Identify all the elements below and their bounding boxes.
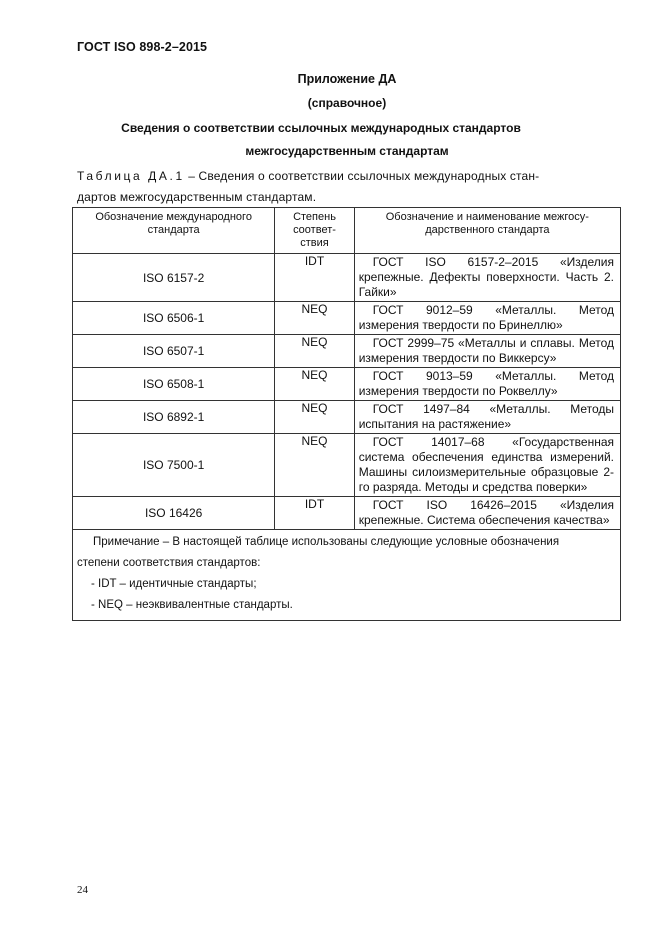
table-caption-text-part1: – Сведения о соответствии ссылочных международных стан-: [184, 169, 540, 183]
cell-international-standard: ISO 16426: [73, 497, 275, 530]
table-note-row: [73, 530, 621, 621]
table-caption: [77, 166, 597, 208]
cell-degree: IDT: [275, 254, 354, 302]
cell-international-standard: ISO 6506-1: [73, 302, 275, 335]
table-row: [73, 254, 621, 302]
cell-international-standard: ISO 6507-1: [73, 335, 275, 368]
cell-degree: NEQ: [275, 368, 354, 401]
doc-header-id: ГОСТ ISO 898-2–2015: [77, 40, 208, 54]
annex-title: Приложение ДА: [297, 72, 397, 86]
table-row: [73, 335, 621, 368]
note-item-neq: - NEQ – неэквивалентные стандарты.: [91, 599, 293, 611]
table-row: [73, 401, 621, 434]
table-row: [73, 302, 621, 335]
cell-degree: IDT: [275, 497, 354, 530]
cell-international-standard: ISO 7500-1: [73, 434, 275, 497]
cell-degree: NEQ: [275, 401, 354, 434]
table-header-row: [73, 208, 621, 254]
cell-interstate-standard: ГОСТ ISO 6157-2–2015 «Изделия крепежные. Дефекты поверхности. Часть 2. Гайки»: [354, 254, 620, 302]
correspondence-table: [72, 207, 621, 621]
table-note: [73, 530, 621, 621]
cell-degree: NEQ: [275, 302, 354, 335]
cell-international-standard: ISO 6892-1: [73, 401, 275, 434]
cell-degree: NEQ: [275, 335, 354, 368]
note-item-idt: - IDT – идентичные стандарты;: [91, 578, 257, 590]
annex-heading-line1: Сведения о соответствии ссылочных международных стандартов: [121, 121, 521, 135]
page-number: 24: [77, 884, 88, 896]
cell-international-standard: ISO 6508-1: [73, 368, 275, 401]
cell-interstate-standard: ГОСТ 9012–59 «Металлы. Метод измерения твердости по Бринеллю»: [354, 302, 620, 335]
annex-reference-type: (справочное): [307, 96, 387, 110]
cell-interstate-standard: ГОСТ 1497–84 «Металлы. Методы испытания на растяжение»: [354, 401, 620, 434]
table-caption-text-part2: дартов межгосударственным стандартам.: [77, 190, 317, 204]
cell-interstate-standard: ГОСТ 2999–75 «Металлы и сплавы. Метод измерения твердости по Виккерсу»: [354, 335, 620, 368]
cell-interstate-standard: ГОСТ 14017–68 «Государственная система обеспечения единства измерений. Машины силоизмерительные образцовые 2-го разряда. Методы и средства поверки»: [354, 434, 620, 497]
table-caption-label: Таблица ДА.1: [77, 169, 185, 183]
cell-international-standard: ISO 6157-2: [73, 254, 275, 302]
header-international-standard: Обозначение международного стандарта: [73, 208, 275, 254]
header-interstate-standard: Обозначение и наименование межгосу- дарственного стандарта: [354, 208, 620, 254]
cell-degree: NEQ: [275, 434, 354, 497]
cell-interstate-standard: ГОСТ 9013–59 «Металлы. Метод измерения твердости по Роквеллу»: [354, 368, 620, 401]
note-line1: Примечание – В настоящей таблице использованы следующие условные обозначения: [93, 536, 560, 548]
note-line2: степени соответствия стандартов:: [77, 557, 261, 569]
table-row: [73, 434, 621, 497]
cell-interstate-standard: ГОСТ ISO 16426–2015 «Изделия крепежные. Система обеспечения качества»: [354, 497, 620, 530]
annex-heading-line2: межгосударственным стандартам: [245, 144, 449, 158]
header-degree-of-correspondence: Степень соответ- ствия: [275, 208, 354, 254]
table-row: [73, 497, 621, 530]
table-row: [73, 368, 621, 401]
